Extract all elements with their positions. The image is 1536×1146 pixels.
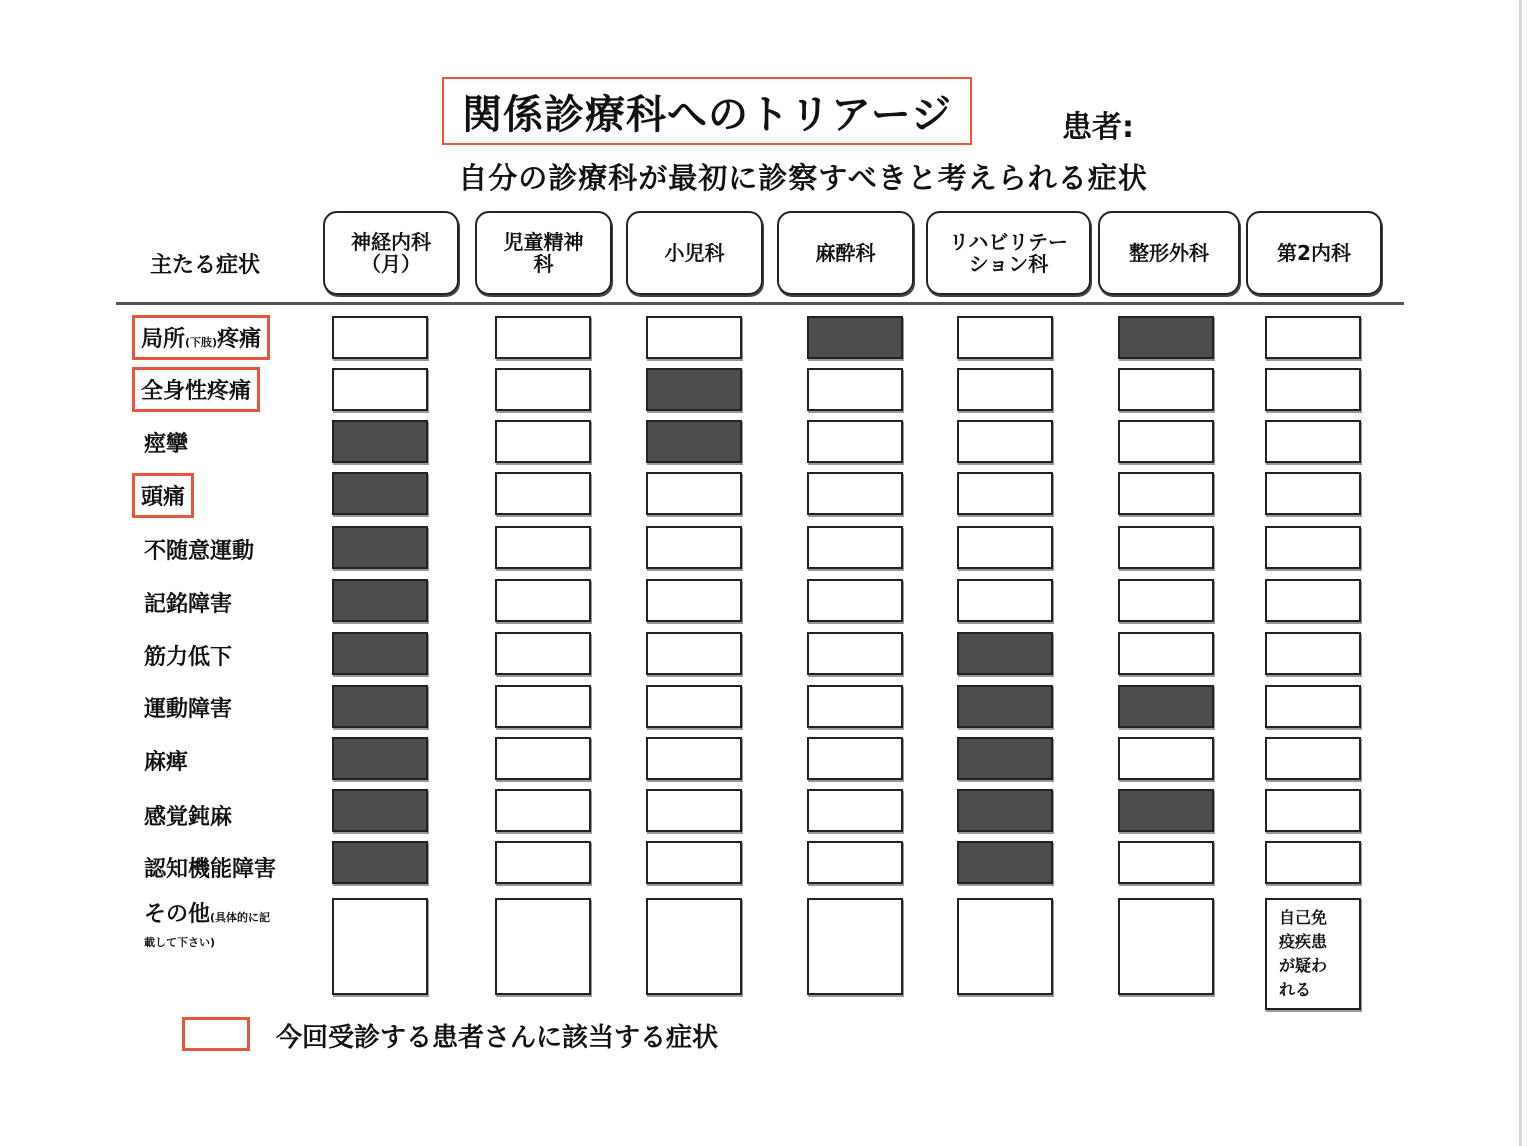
symptom-text: 局所 <box>141 327 186 352</box>
other-note-1: (具体的に記 <box>210 911 271 924</box>
triage-cell-empty[interactable] <box>1265 420 1361 463</box>
other-input-box[interactable] <box>1118 898 1214 995</box>
other-input-box[interactable] <box>495 898 591 995</box>
triage-cell-empty[interactable] <box>807 789 903 832</box>
triage-cell-marked[interactable] <box>332 737 428 780</box>
other-input-box[interactable] <box>332 898 428 995</box>
other-input-box[interactable] <box>807 898 903 995</box>
triage-cell-empty[interactable] <box>957 579 1053 622</box>
triage-cell-empty[interactable] <box>807 737 903 780</box>
symptom-text: 麻痺 <box>144 750 189 775</box>
triage-cell-empty[interactable] <box>646 737 742 780</box>
symptom-text: 記銘障害 <box>144 592 233 617</box>
symptom-text: 筋力低下 <box>144 645 233 670</box>
department-header <box>626 211 763 295</box>
triage-cell-marked[interactable] <box>646 420 742 463</box>
department-name-line2: （月） <box>361 252 421 276</box>
department-name: 麻酔科 <box>815 241 876 265</box>
triage-cell-empty[interactable] <box>495 685 591 728</box>
symptom-text: 不随意運動 <box>144 539 255 564</box>
symptom-text: 頭痛 <box>141 485 186 510</box>
triage-cell-empty[interactable] <box>1265 316 1361 359</box>
symptom-label <box>144 800 232 831</box>
symptom-text: 全身性疼痛 <box>141 379 252 404</box>
triage-cell-empty[interactable] <box>332 368 428 411</box>
symptom-label <box>144 852 276 883</box>
other-note-box[interactable] <box>1265 898 1361 1010</box>
triage-cell-empty[interactable] <box>807 472 903 515</box>
triage-cell-empty[interactable] <box>1265 579 1361 622</box>
department-name: 整形外科 <box>1129 241 1209 265</box>
triage-cell-empty[interactable] <box>646 526 742 569</box>
triage-cell-empty[interactable] <box>646 579 742 622</box>
triage-cell-marked[interactable] <box>646 368 742 411</box>
triage-cell-empty[interactable] <box>495 526 591 569</box>
other-input-box[interactable] <box>957 898 1053 995</box>
triage-cell-marked[interactable] <box>332 632 428 675</box>
triage-cell-empty[interactable] <box>807 579 903 622</box>
header-divider <box>116 302 1404 305</box>
triage-cell-marked[interactable] <box>1118 789 1214 832</box>
triage-cell-empty[interactable] <box>1265 632 1361 675</box>
other-note-line: 自己免 <box>1279 908 1328 927</box>
triage-cell-marked[interactable] <box>957 789 1053 832</box>
triage-cell-empty[interactable] <box>495 579 591 622</box>
triage-cell-empty[interactable] <box>495 789 591 832</box>
triage-cell-empty[interactable] <box>646 632 742 675</box>
subtitle: 自分の診療科が最初に診察すべきと考えられる症状 <box>458 161 1148 195</box>
triage-cell-marked[interactable] <box>332 841 428 884</box>
triage-cell-empty[interactable] <box>646 472 742 515</box>
triage-cell-marked[interactable] <box>957 632 1053 675</box>
other-symptom-label <box>144 904 270 954</box>
triage-cell-empty[interactable] <box>1118 737 1214 780</box>
symptom-label <box>132 367 260 412</box>
triage-cell-empty[interactable] <box>646 316 742 359</box>
other-note-line: 疫疾患 <box>1279 932 1328 951</box>
department-name: 神経内科 <box>351 230 431 254</box>
triage-cell-marked[interactable] <box>332 789 428 832</box>
symptom-label <box>144 587 232 618</box>
triage-cell-marked[interactable] <box>332 685 428 728</box>
symptom-text: 運動障害 <box>144 697 233 722</box>
triage-cell-empty[interactable] <box>495 632 591 675</box>
triage-cell-empty[interactable] <box>807 685 903 728</box>
triage-cell-empty[interactable] <box>957 368 1053 411</box>
other-note-line: れる <box>1279 980 1312 999</box>
triage-cell-empty[interactable] <box>807 526 903 569</box>
department-name: リハビリテー <box>949 230 1068 254</box>
symptom-text-rest: 疼痛 <box>217 327 262 352</box>
triage-cell-empty[interactable] <box>495 737 591 780</box>
triage-cell-empty[interactable] <box>1265 789 1361 832</box>
triage-cell-marked[interactable] <box>332 526 428 569</box>
triage-cell-empty[interactable] <box>807 368 903 411</box>
triage-cell-empty[interactable] <box>1265 526 1361 569</box>
symptom-text: 痙攣 <box>144 432 189 457</box>
triage-cell-empty[interactable] <box>495 420 591 463</box>
triage-cell-empty[interactable] <box>1118 841 1214 884</box>
triage-cell-empty[interactable] <box>495 316 591 359</box>
triage-cell-empty[interactable] <box>646 685 742 728</box>
department-header <box>1098 211 1240 295</box>
department-header <box>777 211 914 295</box>
patient-label: 患者: <box>1062 110 1134 145</box>
department-name-line2: 科 <box>533 252 554 276</box>
symptom-qualifier: (下肢) <box>185 336 218 349</box>
triage-cell-empty[interactable] <box>807 632 903 675</box>
triage-cell-marked[interactable] <box>957 841 1053 884</box>
symptom-label <box>144 640 232 671</box>
department-name: 児童精神 <box>503 230 584 254</box>
department-name: 第2内科 <box>1277 241 1351 265</box>
triage-cell-marked[interactable] <box>957 685 1053 728</box>
symptom-label <box>144 692 232 723</box>
triage-cell-empty[interactable] <box>807 841 903 884</box>
department-header <box>323 211 459 295</box>
triage-cell-empty[interactable] <box>807 420 903 463</box>
triage-cell-empty[interactable] <box>1265 368 1361 411</box>
triage-cell-empty[interactable] <box>957 526 1053 569</box>
triage-cell-empty[interactable] <box>646 841 742 884</box>
triage-cell-empty[interactable] <box>957 316 1053 359</box>
triage-cell-marked[interactable] <box>332 579 428 622</box>
triage-cell-empty[interactable] <box>957 472 1053 515</box>
other-note-2: 載して下さい) <box>144 936 216 949</box>
triage-cell-marked[interactable] <box>807 316 903 359</box>
triage-cell-empty[interactable] <box>495 841 591 884</box>
triage-cell-empty[interactable] <box>1118 632 1214 675</box>
symptom-label <box>144 427 188 458</box>
symptom-label <box>144 534 254 565</box>
triage-cell-empty[interactable] <box>332 316 428 359</box>
triage-cell-empty[interactable] <box>1118 420 1214 463</box>
legend-label: 今回受診する患者さんに該当する症状 <box>276 1023 719 1053</box>
symptom-text: 感覚鈍麻 <box>144 805 233 830</box>
triage-cell-empty[interactable] <box>1118 579 1214 622</box>
triage-cell-marked[interactable] <box>332 420 428 463</box>
triage-cell-empty[interactable] <box>646 789 742 832</box>
triage-cell-empty[interactable] <box>1265 472 1361 515</box>
triage-cell-marked[interactable] <box>1118 685 1214 728</box>
other-label-text: その他 <box>144 902 211 927</box>
symptom-label <box>132 315 270 360</box>
department-header <box>1246 211 1382 295</box>
department-header <box>926 211 1091 295</box>
department-name: 小児科 <box>664 241 725 265</box>
triage-cell-empty[interactable] <box>1118 368 1214 411</box>
page-title: 関係診療科へのトリアージ <box>442 77 972 145</box>
department-header <box>475 211 612 295</box>
symptom-label <box>144 745 188 776</box>
symptom-text: 認知機能障害 <box>144 857 277 882</box>
legend-swatch <box>182 1017 250 1051</box>
triage-cell-empty[interactable] <box>495 368 591 411</box>
row-header: 主たる症状 <box>150 253 261 278</box>
triage-cell-empty[interactable] <box>1265 685 1361 728</box>
triage-cell-marked[interactable] <box>1118 316 1214 359</box>
triage-cell-marked[interactable] <box>957 737 1053 780</box>
triage-cell-empty[interactable] <box>1118 526 1214 569</box>
symptom-label <box>132 473 194 518</box>
other-input-box[interactable] <box>646 898 742 995</box>
triage-cell-marked[interactable] <box>332 472 428 515</box>
triage-cell-empty[interactable] <box>1265 737 1361 780</box>
other-note-line: が疑わ <box>1279 956 1328 975</box>
department-name-line2: ション科 <box>968 252 1049 276</box>
triage-cell-empty[interactable] <box>495 472 591 515</box>
triage-cell-empty[interactable] <box>1265 841 1361 884</box>
triage-cell-empty[interactable] <box>1118 472 1214 515</box>
triage-cell-empty[interactable] <box>957 420 1053 463</box>
